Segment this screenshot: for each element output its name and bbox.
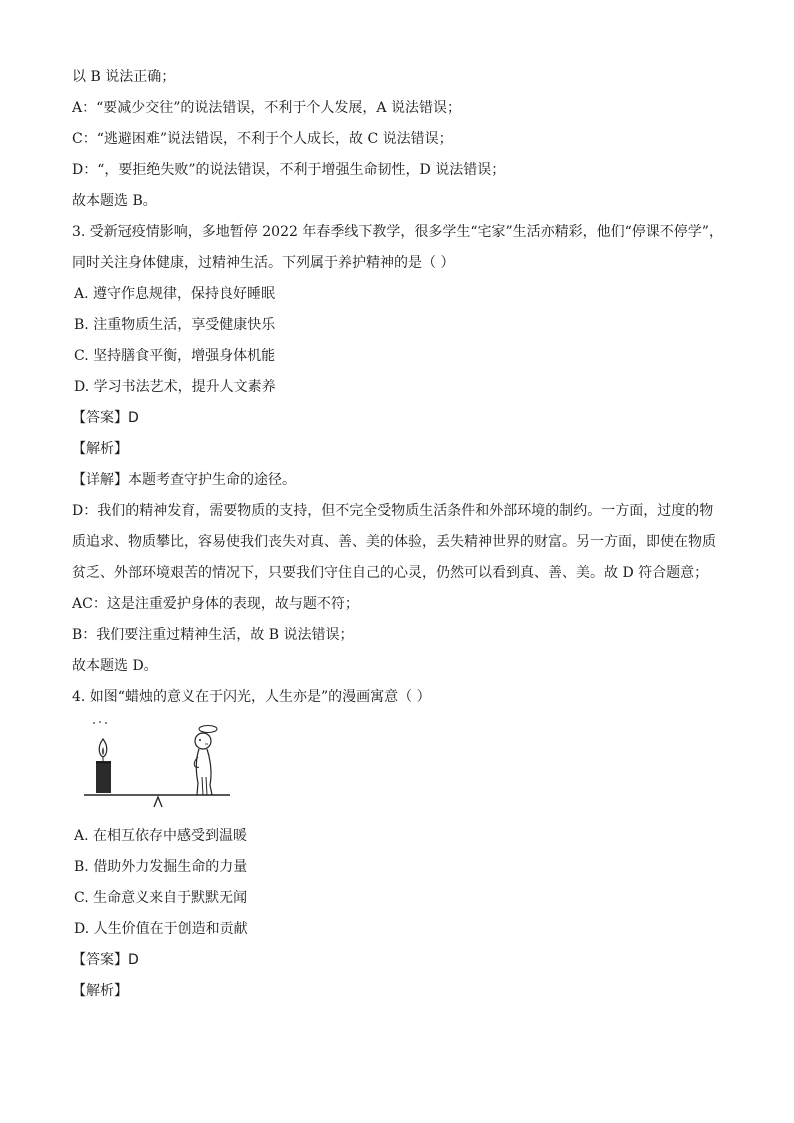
- question-3-option-b: B. 注重物质生活，享受健康快乐: [74, 317, 276, 333]
- text-line: A：“要减少交往”的说法错误，不利于个人发展，A 说法错误；: [72, 100, 461, 116]
- question-3-stem-line2: 同时关注身体健康，过精神生活。下列属于养护精神的是（ ）: [72, 255, 455, 271]
- question-3-explanation-ac: AC：这是注重爱护身体的表现，故与题不符；: [72, 596, 359, 612]
- question-4-option-a: A. 在相互依存中感受到温暖: [74, 828, 248, 844]
- question-4-stem: 4. 如图“蜡烛的意义在于闪光，人生亦是”的漫画寓意（ ）: [72, 689, 431, 705]
- question-4-analysis-heading: 【解析】: [72, 983, 128, 999]
- text-line: 故本题选 B。: [72, 193, 157, 209]
- text-line: 以 B 说法正确；: [72, 69, 176, 85]
- question-3-explanation-d-line2: 质追求、物质攀比，容易使我们丧失对真、善、美的体验，丢失精神世界的财富。另一方面，即使在物质: [72, 534, 716, 550]
- question-3-detail: 【详解】本题考查守护生命的途径。: [72, 472, 296, 488]
- candle-cartoon-image: [78, 717, 238, 817]
- question-3-explanation-d-line3: 贫乏、外部环境艰苦的情况下，只要我们守住自己的心灵，仍然可以看到真、善、美。故 D 符合题意；: [72, 565, 709, 581]
- question-4-option-c: C. 生命意义来自于默默无闻: [74, 890, 248, 906]
- question-4-option-b: B. 借助外力发掘生命的力量: [74, 859, 248, 875]
- question-3-explanation-d-line1: D：我们的精神发育，需要物质的支持，但不完全受物质生活条件和外部环境的制约。一方面，过度的物: [72, 503, 714, 519]
- question-3-explanation-b: B：我们要注重过精神生活，故 B 说法错误；: [72, 627, 354, 643]
- document-page: [72, 62, 732, 1007]
- question-4-option-d: D. 人生价值在于创造和贡献: [74, 921, 248, 937]
- question-4-answer: 【答案】D: [72, 952, 139, 968]
- question-3-option-d: D. 学习书法艺术，提升人文素养: [74, 379, 276, 395]
- question-3-analysis-heading: 【解析】: [72, 441, 128, 457]
- text-line: D：“，要拒绝失败”的说法错误，不利于增强生命韧性，D 说法错误；: [72, 162, 506, 178]
- question-3-stem-line1: 3. 受新冠疫情影响，多地暂停 2022 年春季线下教学，很多学生“宅家”生活亦精彩，他们“停课不停学”，: [72, 224, 723, 240]
- text-line: C：“逃避困难”说法错误，不利于个人成长，故 C 说法错误；: [72, 131, 453, 147]
- question-3-conclusion: 故本题选 D。: [72, 658, 158, 674]
- question-3-option-a: A. 遵守作息规律，保持良好睡眠: [74, 286, 276, 302]
- question-3-option-c: C. 坚持膳食平衡，增强身体机能: [74, 348, 276, 364]
- question-3-answer: 【答案】D: [72, 410, 139, 426]
